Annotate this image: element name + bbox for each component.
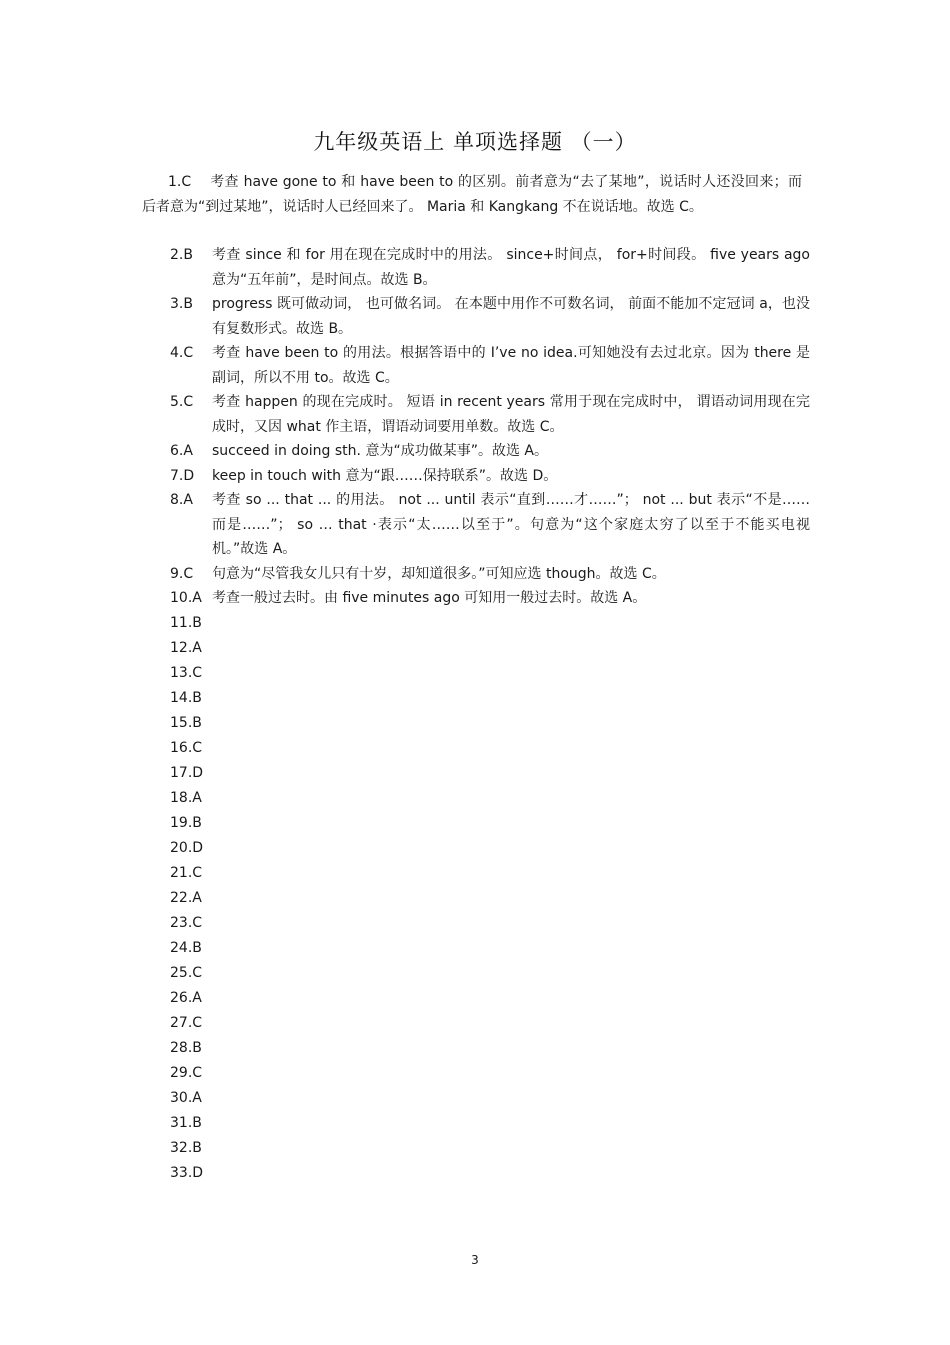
list-item [170,243,810,292]
answer-number: 28.B [170,1039,202,1056]
question-explanation: succeed in doing sth. 意为“成功做某事”。故选 A。 [212,443,548,459]
list-item [170,611,810,636]
list-item [170,488,810,562]
list-item [170,811,810,836]
question-number: 2.B [170,247,193,263]
question-explanation: 考查 happen 的现在完成时。 短语 in recent years 常用于现在完成时中， 谓语动词用现在完成时，又因 what 作主语，谓语动词要用单数。故选 C。 [212,394,810,435]
answer-number: 16.C [170,739,203,756]
answer-number: 15.B [170,714,202,731]
answer-number: 14.B [170,689,202,706]
list-item [170,886,810,911]
list-item [170,1086,810,1111]
question-explanation: 考查 so ... that ... 的用法。 not ... until 表示“直到……才……”； not ... but 表示“不是……而是……”； so … that ·表示“太……以至于”。句意为“这个家庭太穷了以至于不能买电视机。”故选 A。 [212,492,810,557]
list-item [170,911,810,936]
answer-number: 20.D [170,839,204,856]
question-number: 3.B [170,296,193,312]
answer-number: 18.A [170,789,202,806]
list-item [170,861,810,886]
list-item [170,1111,810,1136]
list-item [170,661,810,686]
question-number: 1.C [168,174,192,190]
list-item [170,1061,810,1086]
list-item [170,961,810,986]
page-title: 九年级英语上 单项选择题 （一） [313,130,637,154]
list-item [170,292,810,341]
list-item [170,390,810,439]
list-item [170,836,810,861]
answer-number: 31.B [170,1114,202,1131]
answer-number: 22.A [170,889,202,906]
question-number: 7.D [170,467,195,484]
question-explanation: 考查 since 和 for 用在现在完成时中的用法。 since+时间点， for+时间段。 five years ago 意为“五年前”，是时间点。故选 B。 [212,247,810,288]
list-item [170,761,810,786]
question-number: 9.C [170,565,194,582]
question-number: 8.A [170,492,193,508]
answer-number: 23.C [170,914,203,931]
answer-number: 17.D [170,764,204,781]
list-item [170,1036,810,1061]
list-item [170,736,810,761]
answer-number: 19.B [170,814,202,831]
answer-number: 13.C [170,664,203,681]
list-item [170,586,810,611]
list-item [170,711,810,736]
page-number: 3 [471,1253,479,1267]
list-item [170,786,810,811]
answer-number: 27.C [170,1014,203,1031]
answer-number: 32.B [170,1139,202,1156]
list-item [170,686,810,711]
question-1-explanation [142,170,802,220]
question-number: 6.A [170,443,193,459]
answer-number: 30.A [170,1089,202,1106]
list-item [170,986,810,1011]
question-explanation: 考查一般过去时。由 five minutes ago 可知用一般过去时。故选 A。 [212,590,647,606]
answer-number: 26.A [170,989,202,1006]
list-item [170,1011,810,1036]
list-item [170,636,810,661]
answer-number: 11.B [170,614,202,631]
question-number: 10.A [170,590,202,606]
list-item [170,936,810,961]
question-explanation: keep in touch with 意为“跟……保持联系”。故选 D。 [212,467,558,484]
answer-number: 12.A [170,639,202,656]
question-number: 5.C [170,394,194,410]
list-item [170,1161,810,1186]
question-explanation: 句意为“尽管我女儿只有十岁，却知道很多。”可知应选 though。故选 C。 [212,565,666,582]
list-item [170,341,810,390]
answer-number: 29.C [170,1064,203,1081]
short-answer-list [170,611,810,1186]
answer-number: 33.D [170,1164,204,1181]
answer-number: 24.B [170,939,202,956]
list-item [170,439,810,464]
question-number: 4.C [170,345,194,361]
list-item [170,562,810,587]
question-explanation: 考查 have been to 的用法。根据答语中的 I’ve no idea.可知她没有去过北京。因为 there 是副词，所以不用 to。故选 C。 [212,345,810,386]
question-explanation: 考查 have gone to 和 have been to 的区别。前者意为“去了某地”，说话时人还没回来；而后者意为“到过某地”，说话时人已经回来了。 Maria 和 Kangkang 不在说话地。故选 C。 [142,174,802,215]
list-item [170,464,810,489]
answer-number: 25.C [170,964,203,981]
answer-number: 21.C [170,864,203,881]
list-item [170,1136,810,1161]
question-explanation: progress 既可做动词， 也可做名词。 在本题中用作不可数名词， 前面不能加不定冠词 a，也没有复数形式。故选 B。 [212,296,810,337]
answer-list [170,243,810,1186]
